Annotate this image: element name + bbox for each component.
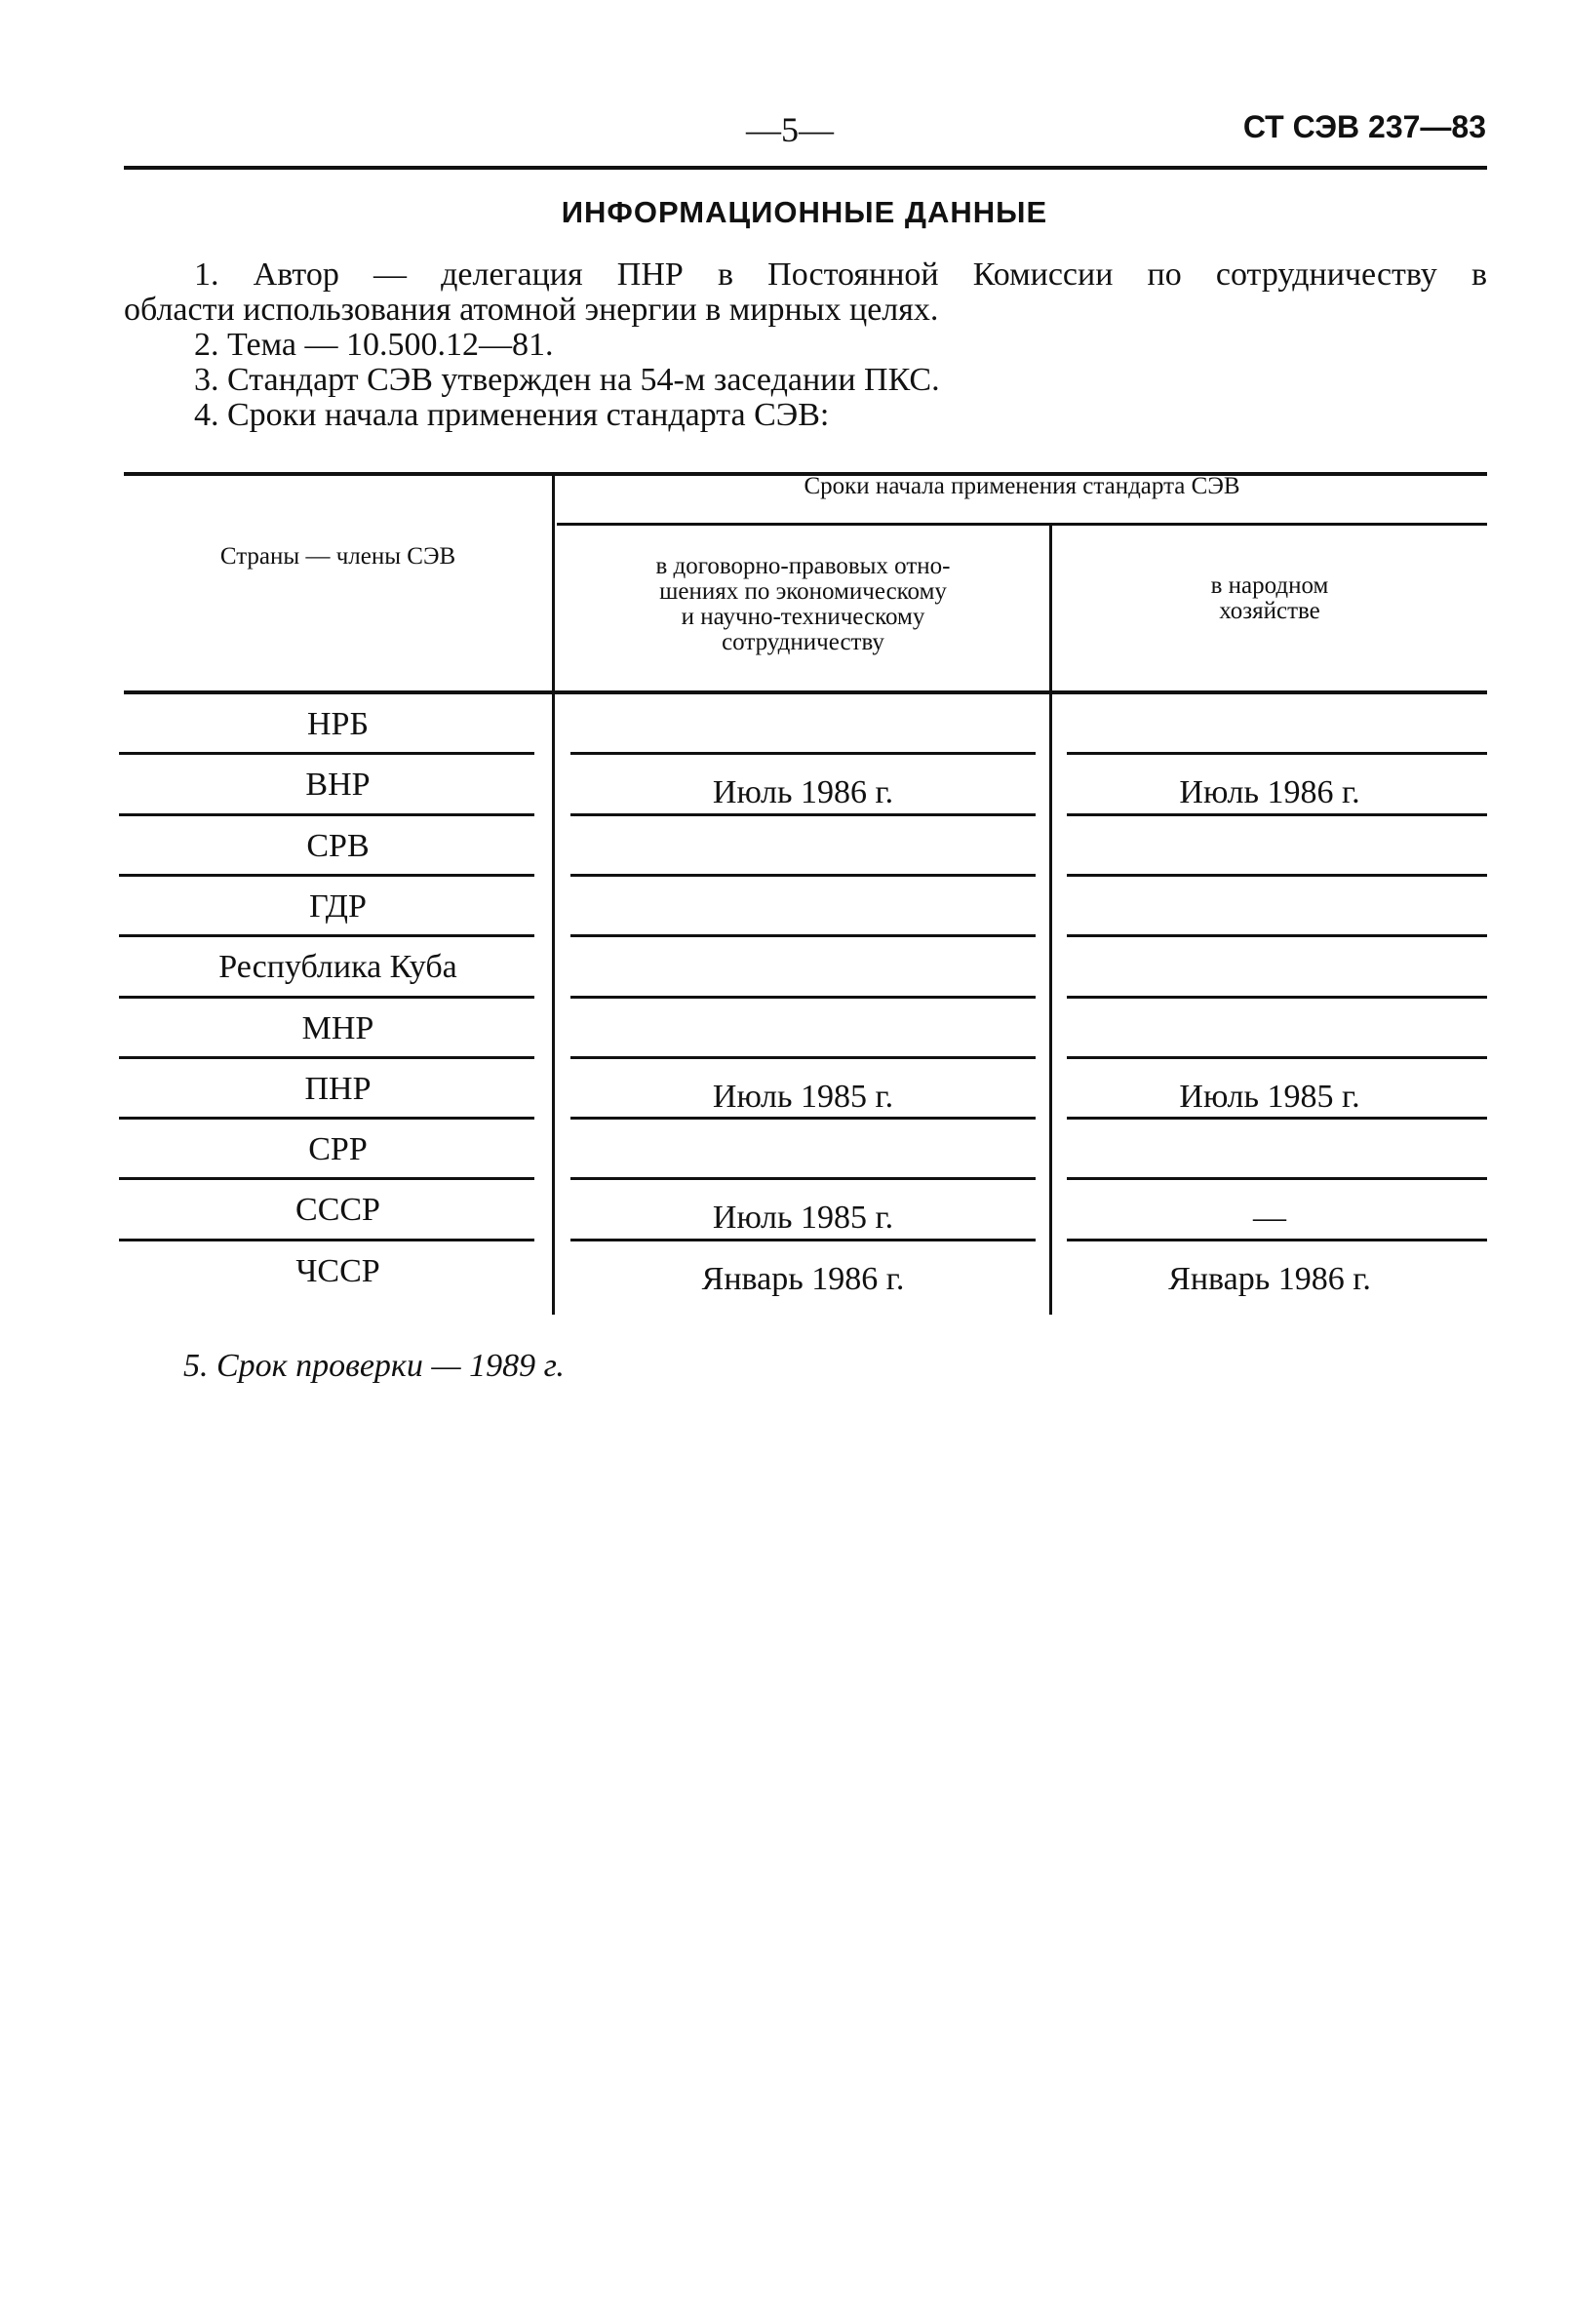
paragraph-author-line2: области использования атомной энергии в мирных целях. — [124, 292, 939, 328]
header-contracts — [557, 554, 1049, 655]
country-cell: СССР — [295, 1192, 380, 1229]
column-divider-1 — [552, 476, 555, 1315]
row-divider — [1067, 1117, 1487, 1120]
country-cell: МНР — [301, 1009, 374, 1046]
contracts-date-cell: Июль 1985 г. — [712, 1200, 894, 1237]
paragraph-dates-intro: 4. Сроки начала применения стандарта СЭВ: — [194, 397, 830, 433]
row-divider — [119, 1056, 534, 1059]
row-divider — [570, 934, 1036, 937]
row-divider — [1067, 813, 1487, 816]
row-divider — [119, 1177, 534, 1180]
row-divider — [570, 874, 1036, 877]
header-economy-line: в народном — [1210, 572, 1329, 599]
header-rule — [124, 166, 1487, 170]
row-divider — [1067, 934, 1487, 937]
header-countries: Страны — члены СЭВ — [219, 543, 456, 570]
economy-date-cell: Июль 1985 г. — [1179, 1078, 1360, 1115]
country-cell: Республика Куба — [218, 949, 457, 986]
row-divider — [570, 996, 1036, 999]
row-divider — [119, 752, 534, 755]
country-cell: СРР — [308, 1131, 368, 1168]
row-divider — [1067, 874, 1487, 877]
paragraph-topic: 2. Тема — 10.500.12—81. — [194, 327, 554, 363]
country-cell: ПНР — [304, 1070, 372, 1107]
column-divider-2 — [1049, 525, 1052, 1315]
contracts-date-cell: Январь 1986 г. — [701, 1260, 905, 1297]
row-divider — [570, 1056, 1036, 1059]
header-economy — [1052, 573, 1487, 624]
page-number: —5— — [746, 110, 834, 149]
row-divider — [570, 1117, 1036, 1120]
row-divider — [1067, 1177, 1487, 1180]
row-divider — [1067, 1056, 1487, 1059]
paragraph-approval: 3. Стандарт СЭВ утвержден на 54-м заседании ПКС. — [194, 362, 940, 398]
group-header-rule — [557, 523, 1487, 526]
header-economy-line: хозяйстве — [1219, 598, 1320, 624]
row-divider — [119, 874, 534, 877]
economy-date-cell: Июль 1986 г. — [1179, 774, 1360, 811]
contracts-date-cell: Июль 1986 г. — [712, 774, 894, 811]
row-divider — [119, 1117, 534, 1120]
header-contracts-line: сотрудничеству — [722, 629, 884, 655]
country-cell: ГДР — [309, 887, 367, 925]
header-contracts-line: шениях по экономическому — [659, 578, 947, 605]
header-group: Сроки начала применения стандарта СЭВ — [804, 473, 1240, 499]
table-header-divider — [124, 690, 1487, 694]
economy-date-cell: — — [1253, 1200, 1286, 1237]
contracts-date-cell: Июль 1985 г. — [712, 1078, 894, 1115]
economy-date-cell: Январь 1986 г. — [1168, 1260, 1371, 1297]
row-divider — [119, 1239, 534, 1241]
row-divider — [570, 752, 1036, 755]
country-cell: ВНР — [305, 767, 371, 804]
paragraph-author-line1: 1. Автор — делегация ПНР в Постоянной Комиссии по сотрудничеству в — [194, 256, 1487, 293]
country-cell: НРБ — [307, 706, 369, 742]
row-divider — [570, 1177, 1036, 1180]
document-code: СТ СЭВ 237—83 — [1242, 109, 1486, 144]
row-divider — [570, 1239, 1036, 1241]
row-divider — [1067, 996, 1487, 999]
country-cell: ЧССР — [295, 1252, 380, 1289]
footer-note: 5. Срок проверки — 1989 г. — [183, 1348, 565, 1384]
row-divider — [1067, 1239, 1487, 1241]
header-contracts-line: в договорно-правовых отно- — [655, 553, 951, 579]
section-title: ИНФОРМАЦИОННЫЕ ДАННЫЕ — [561, 195, 1048, 229]
row-divider — [119, 996, 534, 999]
row-divider — [119, 813, 534, 816]
row-divider — [119, 934, 534, 937]
row-divider — [570, 813, 1036, 816]
header-contracts-line: и научно-техническому — [681, 604, 925, 630]
row-divider — [1067, 752, 1487, 755]
country-cell: СРВ — [306, 827, 370, 864]
